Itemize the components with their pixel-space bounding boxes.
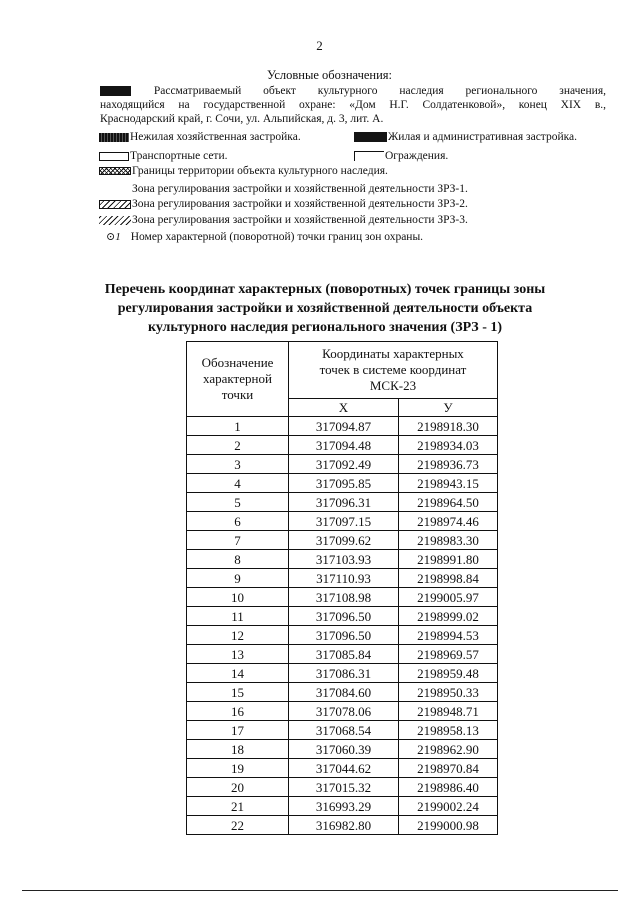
table-row (187, 702, 498, 721)
y-coordinate-cell: 2198970.84 (399, 759, 498, 778)
y-coordinate-cell: 2198936.73 (399, 455, 498, 474)
x-coordinate-cell: 317015.32 (289, 778, 399, 797)
point-number-cell: 6 (187, 512, 289, 531)
legend-zrz3-label: Зона регулирования застройки и хозяйственной деятельности ЗРЗ-3. (132, 214, 468, 226)
header-y: У (399, 398, 498, 416)
legend-object-entry (100, 84, 606, 126)
header-coords-line1: Координаты характерных (322, 345, 464, 361)
x-coordinate-cell: 316982.80 (289, 816, 399, 835)
table-row (187, 664, 498, 683)
header-point-line3: точки (221, 387, 254, 402)
x-coordinate-cell: 317084.60 (289, 683, 399, 702)
legend-residential (354, 130, 577, 144)
point-number-cell: 14 (187, 664, 289, 683)
legend-object-word: культурного (317, 85, 378, 97)
point-number-cell: 13 (187, 645, 289, 664)
table-row (187, 436, 498, 455)
point-number-cell: 15 (187, 683, 289, 702)
page-number: 2 (316, 38, 323, 53)
point-number-cell: 10 (187, 588, 289, 607)
x-coordinate-cell: 317068.54 (289, 721, 399, 740)
y-coordinate-cell: 2198991.80 (399, 550, 498, 569)
point-number-cell: 1 (187, 417, 289, 436)
table-row (187, 455, 498, 474)
y-coordinate-cell: 2198964.50 (399, 493, 498, 512)
legend-fence (354, 149, 448, 163)
y-coordinate-cell: 2199005.97 (399, 588, 498, 607)
x-coordinate-cell: 316993.29 (289, 797, 399, 816)
object-swatch-icon (100, 86, 131, 96)
table-row (187, 493, 498, 512)
table-row (187, 512, 498, 531)
point-number-cell: 22 (187, 816, 289, 835)
heading-line1: Перечень координат характерных (поворотных) точек границы зоны (104, 282, 546, 297)
table-row (187, 474, 498, 493)
legend-nonresidential (99, 130, 301, 144)
y-coordinate-cell: 2198974.46 (399, 512, 498, 531)
table-row (187, 531, 498, 550)
point-number-cell: 4 (187, 474, 289, 493)
header-x: X (289, 398, 399, 416)
x-coordinate-cell: 317108.98 (289, 588, 399, 607)
legend-object-word: регионального (465, 85, 538, 97)
header-coords-line3: МСК-23 (369, 377, 417, 393)
point-number-cell: 12 (187, 626, 289, 645)
x-coordinate-cell: 317060.39 (289, 740, 399, 759)
legend-residential-label: Жилая и административная застройка. (388, 131, 578, 143)
x-coordinate-cell: 317095.85 (289, 474, 399, 493)
table-row (187, 778, 498, 797)
residential-swatch-icon (354, 132, 387, 142)
y-coordinate-cell: 2198934.03 (399, 436, 498, 455)
table-row (187, 721, 498, 740)
legend-fence-label: Ограждения. (385, 150, 449, 162)
legend-transport (99, 149, 228, 163)
x-coordinate-cell: 317099.62 (289, 531, 399, 550)
y-coordinate-cell: 2198958.13 (399, 721, 498, 740)
y-coordinate-cell: 2199002.24 (399, 797, 498, 816)
table-row (187, 607, 498, 626)
legend-zrz2-label: Зона регулирования застройки и хозяйственной деятельности ЗРЗ-2. (132, 198, 468, 210)
table-row (187, 816, 498, 835)
fence-line-icon (354, 151, 384, 161)
legend-boundary-label: Границы территории объекта культурного наследия. (132, 165, 388, 177)
point-number-cell: 11 (187, 607, 289, 626)
zrz3-hatch-icon (99, 216, 131, 225)
x-coordinate-cell: 317096.50 (289, 607, 399, 626)
legend-zrz1 (132, 182, 468, 196)
x-coordinate-cell: 317096.31 (289, 493, 399, 512)
header-point-line1: Обозначение (201, 355, 274, 370)
header-point-line2: характерной (203, 371, 272, 386)
x-coordinate-cell: 317078.06 (289, 702, 399, 721)
zrz2-hatch-icon (99, 200, 131, 209)
x-coordinate-cell: 317044.62 (289, 759, 399, 778)
x-coordinate-cell: 317094.48 (289, 436, 399, 455)
y-coordinate-cell: 2198950.33 (399, 683, 498, 702)
legend-object-word: наследия (399, 85, 444, 97)
legend-object-word: Рассматриваемый (153, 85, 242, 97)
legend-point (106, 230, 423, 244)
y-coordinate-cell: 2198959.48 (399, 664, 498, 683)
heading-line3: культурного наследия регионального значения (ЗРЗ - 1) (147, 320, 503, 335)
point-circle-icon: ⊙1 (106, 231, 121, 243)
boundary-crosshatch-icon (99, 167, 131, 175)
x-coordinate-cell: 317110.93 (289, 569, 399, 588)
legend-zrz3 (99, 213, 468, 227)
point-number-cell: 9 (187, 569, 289, 588)
legend-object-line3: Краснодарский край, г. Сочи, ул. Альпийская, д. 3, лит. А. (100, 113, 384, 125)
header-point-designation (187, 342, 289, 417)
legend-nonresidential-label: Нежилая хозяйственная застройка. (130, 131, 301, 143)
x-coordinate-cell: 317092.49 (289, 455, 399, 474)
y-coordinate-cell: 2198998.84 (399, 569, 498, 588)
header-coords-line2: точек в системе координат (319, 361, 467, 377)
point-number-cell: 20 (187, 778, 289, 797)
table-row (187, 759, 498, 778)
point-number-cell: 8 (187, 550, 289, 569)
table-row (187, 645, 498, 664)
table-row (187, 550, 498, 569)
legend-title: Условные обозначения: (266, 68, 393, 82)
y-coordinate-cell: 2198948.71 (399, 702, 498, 721)
point-number-cell: 21 (187, 797, 289, 816)
point-number-cell: 2 (187, 436, 289, 455)
point-number-cell: 17 (187, 721, 289, 740)
y-coordinate-cell: 2198969.57 (399, 645, 498, 664)
x-coordinate-cell: 317096.50 (289, 626, 399, 645)
bottom-rule (22, 890, 618, 891)
y-coordinate-cell: 2198994.53 (399, 626, 498, 645)
table-row (187, 797, 498, 816)
y-coordinate-cell: 2199000.98 (399, 816, 498, 835)
x-coordinate-cell: 317085.84 (289, 645, 399, 664)
y-coordinate-cell: 2198983.30 (399, 531, 498, 550)
x-coordinate-cell: 317097.15 (289, 512, 399, 531)
header-coordinates (289, 342, 498, 399)
transport-outline-icon (99, 152, 129, 161)
coordinates-table (186, 341, 498, 835)
table-row (187, 588, 498, 607)
table-row (187, 626, 498, 645)
legend-object-word: значения, (559, 85, 606, 97)
point-number-cell: 18 (187, 740, 289, 759)
y-coordinate-cell: 2198999.02 (399, 607, 498, 626)
legend-object-word: объект (263, 85, 296, 97)
legend-transport-label: Транспортные сети. (130, 150, 228, 162)
point-number-cell: 16 (187, 702, 289, 721)
table-row (187, 740, 498, 759)
point-number-cell: 7 (187, 531, 289, 550)
y-coordinate-cell: 2198943.15 (399, 474, 498, 493)
point-number-cell: 19 (187, 759, 289, 778)
table-row (187, 683, 498, 702)
legend-zrz2 (99, 197, 468, 211)
x-coordinate-cell: 317086.31 (289, 664, 399, 683)
heading-line2: регулирования застройки и хозяйственной деятельности объекта (117, 301, 533, 316)
table-heading (90, 280, 560, 337)
x-coordinate-cell: 317094.87 (289, 417, 399, 436)
legend-boundary (99, 164, 388, 178)
legend-object-line2: находящийся на государственной охране: «Дом Н.Г. Солдатенковой», конец XIX в., (100, 99, 606, 111)
y-coordinate-cell: 2198986.40 (399, 778, 498, 797)
y-coordinate-cell: 2198962.90 (399, 740, 498, 759)
y-coordinate-cell: 2198918.30 (399, 417, 498, 436)
table-row (187, 417, 498, 436)
legend-zrz1-label: Зона регулирования застройки и хозяйственной деятельности ЗРЗ-1. (132, 183, 468, 195)
point-number-cell: 5 (187, 493, 289, 512)
nonresidential-hatch-icon (99, 133, 129, 142)
legend-point-label: Номер характерной (поворотной) точки границ зон охраны. (130, 231, 424, 243)
point-number-cell: 3 (187, 455, 289, 474)
table-row (187, 569, 498, 588)
x-coordinate-cell: 317103.93 (289, 550, 399, 569)
